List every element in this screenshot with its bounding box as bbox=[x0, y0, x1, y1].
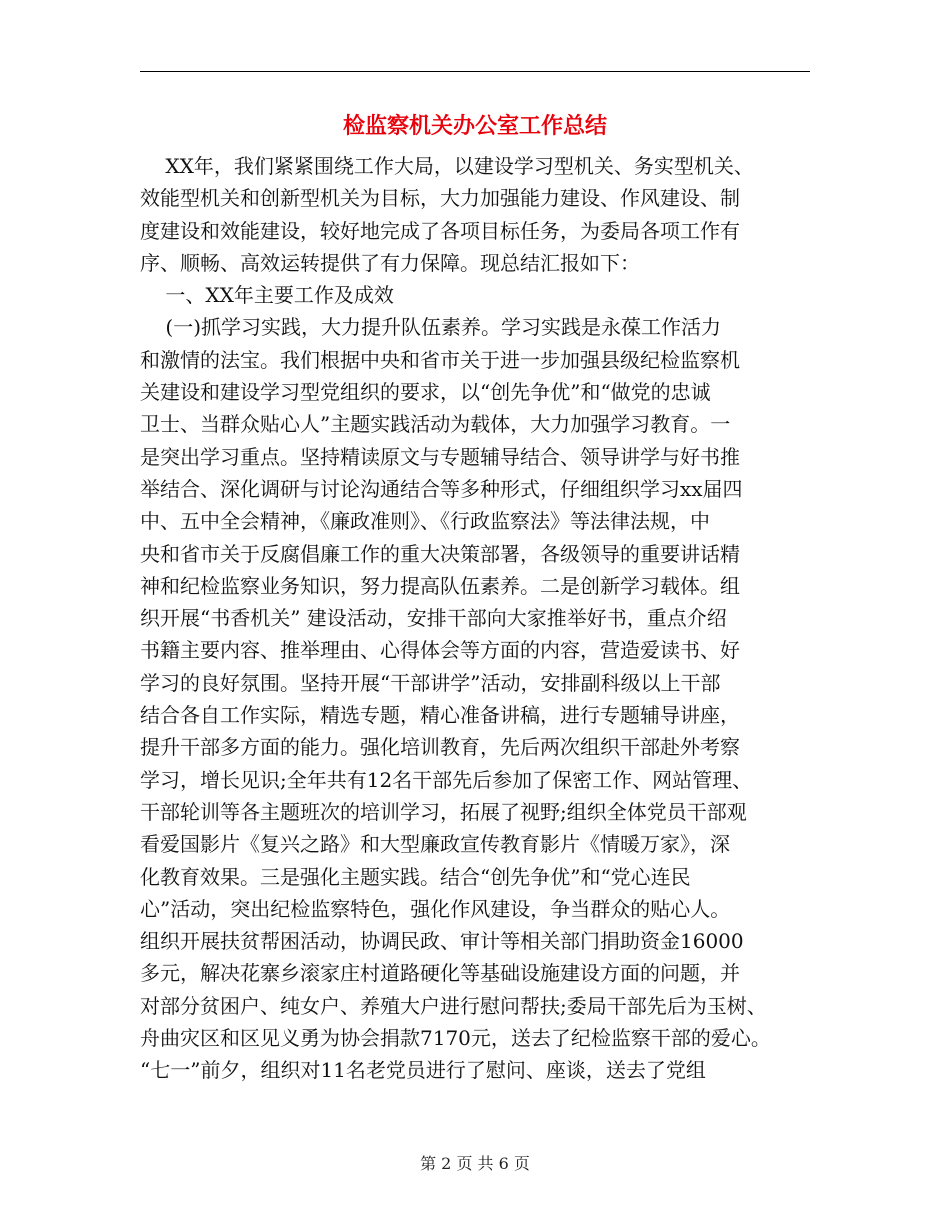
body-line: 中、五中全会精神，《廉政准则》、《行政监察法》等法律法规，中 bbox=[140, 509, 710, 534]
body-line: 提升干部多方面的能力。强化培训教育，先后两次组织干部赴外考察 bbox=[140, 735, 740, 760]
document-body bbox=[140, 150, 820, 1087]
body-line: 干部轮训等各主题班次的培训学习，拓展了视野;组织全体党员干部观 bbox=[140, 799, 747, 824]
body-line: 舟曲灾区和区见义勇为协会捐款7170元，送去了纪检监察干部的爱心。 bbox=[140, 1026, 771, 1051]
body-line: 序、顺畅、高效运转提供了有力保障。现总结汇报如下： bbox=[140, 250, 640, 275]
body-line: 心”活动，突出纪检监察特色，强化作风建设，争当群众的贴心人。 bbox=[140, 896, 731, 921]
body-line: 卫士、当群众贴心人”主题实践活动为载体，大力加强学习教育。一 bbox=[140, 412, 731, 437]
page-footer: 第 2 页 共 6 页 bbox=[420, 1154, 530, 1173]
body-line: 一、XX年主要工作及成效 bbox=[140, 283, 394, 308]
body-line: 效能型机关和创新型机关为目标，大力加强能力建设、作风建设、制 bbox=[140, 186, 740, 211]
body-line: 学习的良好氛围。坚持开展“干部讲学”活动，安排副科级以上干部 bbox=[140, 670, 721, 695]
body-line: (一)抓学习实践，大力提升队伍素养。学习实践是永葆工作活力 bbox=[140, 315, 722, 340]
body-line: 织开展“书香机关” 建设活动，安排干部向大家推举好书，重点介绍 bbox=[140, 606, 727, 631]
body-line: “七一”前夕，组织对11名老党员进行了慰问、座谈，送去了党组 bbox=[140, 1058, 706, 1083]
body-line: 书籍主要内容、推举理由、心得体会等方面的内容，营造爱读书、好 bbox=[140, 638, 740, 663]
body-line: 结合各自工作实际，精选专题，精心准备讲稿，进行专题辅导讲座， bbox=[140, 703, 740, 728]
body-line: 关建设和建设学习型党组织的要求，以“创先争优”和“做党的忠诚 bbox=[140, 380, 711, 405]
body-line: 神和纪检监察业务知识，努力提高队伍素养。二是创新学习载体。组 bbox=[140, 573, 740, 598]
body-line: 对部分贫困户、纯女户、养殖大户进行慰问帮扶;委局干部先后为玉树、 bbox=[140, 993, 767, 1018]
body-line: 学习，增长见识;全年共有12名干部先后参加了保密工作、网站管理、 bbox=[140, 767, 753, 792]
header-rule bbox=[140, 71, 810, 72]
body-line: 组织开展扶贫帮困活动，协调民政、审计等相关部门捐助资金16000 bbox=[140, 929, 744, 954]
body-line: 举结合、深化调研与讨论沟通结合等多种形式，仔细组织学习xx届四 bbox=[140, 476, 743, 501]
body-line: XX年，我们紧紧围绕工作大局，以建设学习型机关、务实型机关、 bbox=[140, 154, 754, 178]
body-line: 多元，解决花寨乡滚家庄村道路硬化等基础设施建设方面的问题，并 bbox=[140, 961, 740, 986]
body-line: 化教育效果。三是强化主题实践。结合“创先争优”和“党心连民 bbox=[140, 864, 691, 889]
body-line: 和激情的法宝。我们根据中央和省市关于进一步加强县级纪检监察机 bbox=[140, 347, 740, 372]
body-line: 是突出学习重点。坚持精读原文与专题辅导结合、领导讲学与好书推 bbox=[140, 444, 740, 469]
body-line: 央和省市关于反腐倡廉工作的重大决策部署，各级领导的重要讲话精 bbox=[140, 541, 740, 566]
body-line: 度建设和效能建设，较好地完成了各项目标任务，为委局各项工作有 bbox=[140, 218, 740, 243]
document-title: 检监察机关办公室工作总结 bbox=[342, 113, 607, 139]
body-line: 看爱国影片《复兴之路》和大型廉政宣传教育影片《情暖万家》，深 bbox=[140, 832, 730, 857]
